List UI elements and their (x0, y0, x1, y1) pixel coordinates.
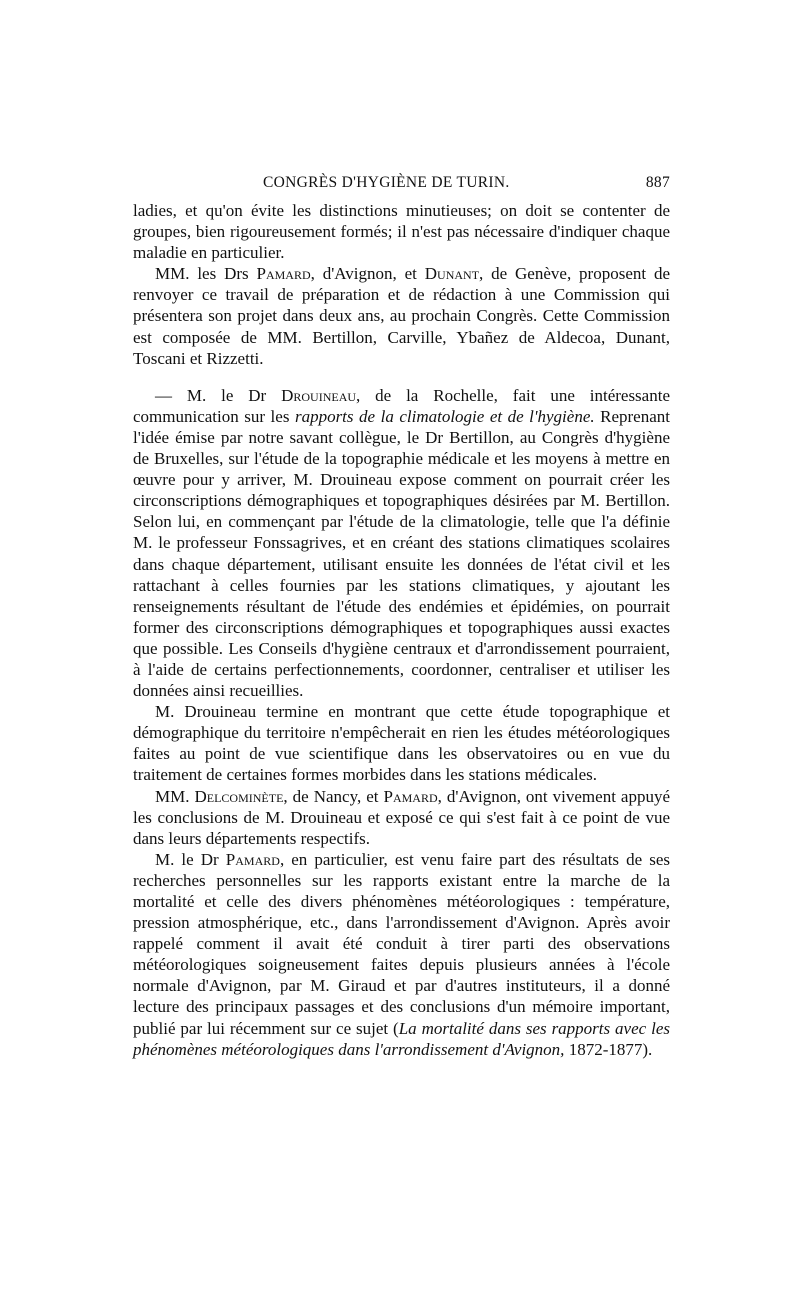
text-run: , de Nancy, et (283, 786, 384, 806)
text-run: M. le Dr (155, 849, 226, 869)
text-run: , de la Rochelle, fait une intéressante communication sur les (133, 385, 670, 426)
person-name: Delcominète (194, 786, 284, 806)
italic-title: rapports de la climatologie et de l'hygiène. (294, 406, 595, 426)
paragraph (133, 385, 670, 701)
page-header (133, 172, 670, 196)
person-name: Pamard (383, 786, 438, 806)
person-name: Drouineau (281, 385, 357, 405)
paragraph (133, 849, 670, 1060)
paragraph (133, 200, 670, 263)
text-run: , d'Avignon, et (310, 264, 425, 284)
text-run: MM. (155, 786, 195, 806)
text-run: MM. les Drs (155, 264, 257, 284)
book-page (133, 172, 670, 1060)
page-number: 887 (645, 174, 670, 191)
italic-title: La mortalité dans ses rapports avec les phénomènes météorologiques dans l'arrondissement d'Avignon, (133, 1018, 670, 1059)
text-run: , de Genève, proposent de renvoyer ce travail de préparation et de rédaction à une Commission qui présentera son projet dans deux ans, au prochain Congrès. Cette Commission est composée de MM. Bertillon, Carville, Ybañez de Aldecoa, Dunant, Toscani et Rizzetti. (133, 264, 670, 368)
text-run: , d'Avignon, ont vivement appuyé les conclusions de M. Drouineau et exposé ce qui s'est fait à ce point de vue dans leurs départements respectifs. (133, 786, 671, 848)
text-run: , en particulier, est venu faire part des résultats de ses recherches personnelles sur les rapports existant entre la marche de la mortalité et celle des divers phénomènes météorologiques : température, pression atmosphérique, etc., dans l'arrondissement d'Avignon. Après avoir rappelé comment il avait été conduit à tirer parti des observations météorologiques soigneusement faites depuis plusieurs années à l'école normale d'Avignon, par M. Giraud et par d'autres instituteurs, il a donné lecture des principaux passages et des conclusions d'un mémoire important, publié par lui récemment sur ce sujet ( (133, 849, 670, 1038)
person-name: Pamard (225, 849, 280, 869)
person-name: Pamard (256, 264, 311, 284)
paragraph (133, 701, 670, 785)
paragraph-text: M. Drouineau termine en montrant que cette étude topographique et démographique du territoire n'empêcherait en rien les études météorologiques faites au point de vue scientifique dans les observatoires ou en vue du traitement de certaines formes morbides dans les stations médicales. (133, 702, 670, 785)
paragraph (133, 263, 670, 368)
text-run: Reprenant l'idée émise par notre savant collègue, le Dr Bertillon, au Congrès d'hygiène de Bruxelles, sur l'étude de la topographie médicale et les moyens à mettre en œuvre pour y arriver, M. Drouineau expose comment on pourrait créer les circonscriptions démographiques et topographiques désirées par M. Bertillon. Selon lui, en commençant par l'étude de la climatologie, telle que l'a définie M. le professeur Fonssagrives, et en créant des stations climatiques scolaires dans chaque département, utilisant ensuite les données de l'état civil et les rattachant à celles fournies par les stations climatiques, y ajoutant les renseignements résultant de l'étude des endémies et épidémies, on pourrait former des circonscriptions démographiques et topographiques aussi exactes que possible. Les Conseils d'hygiène centraux et d'arrondissement pourraient, à l'aide de certains perfectionnements, coordonner, centraliser et utiliser les données ainsi recueillies. (133, 406, 670, 701)
paragraph (133, 786, 670, 849)
paragraph-text: ladies, et qu'on évite les distinctions minutieuses; on doit se contenter de groupes, bien rigoureusement formés; il n'est pas nécessaire d'indiquer chaque maladie en particulier. (133, 201, 670, 263)
text-run: 1872-1877). (564, 1039, 653, 1059)
running-title: CONGRÈS D'HYGIÈNE DE TURIN. (263, 174, 510, 191)
text-run: — M. le Dr (155, 385, 282, 405)
body-text (133, 200, 670, 1060)
person-name: Dunant (424, 264, 480, 284)
